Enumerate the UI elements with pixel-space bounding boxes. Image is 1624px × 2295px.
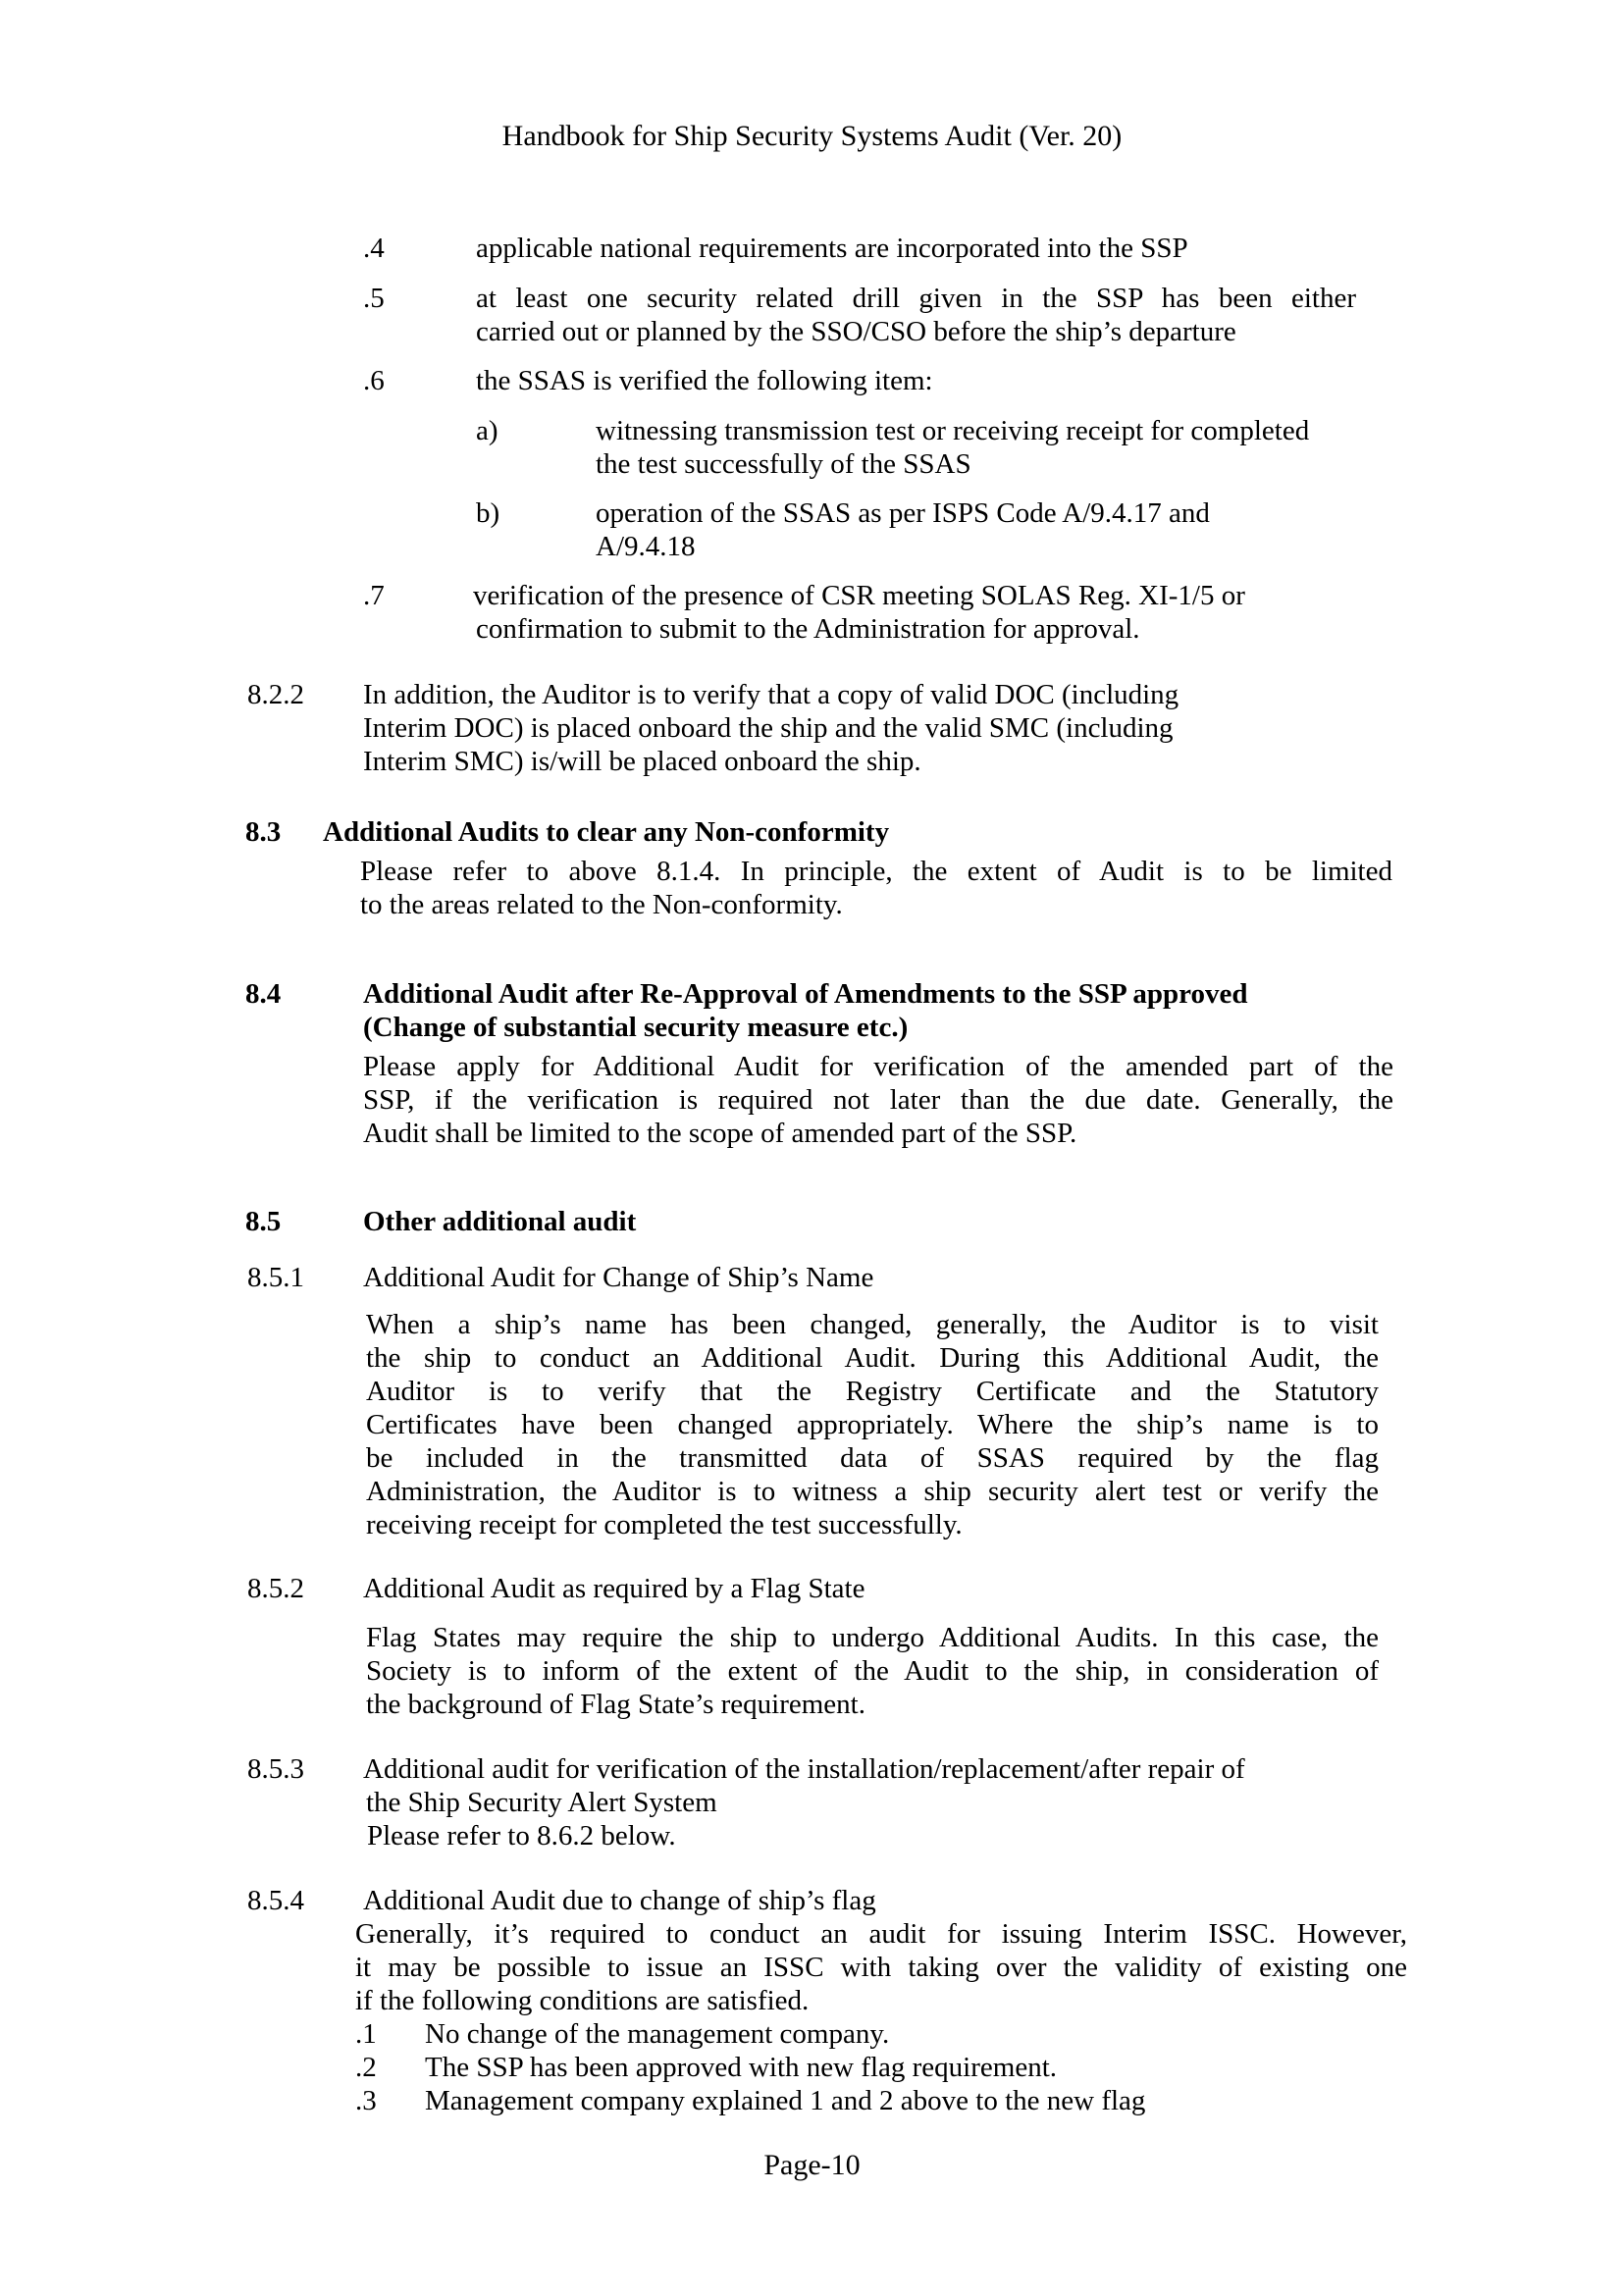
section-8-5-1-text xyxy=(366,1308,1379,1541)
item-text xyxy=(476,364,933,397)
section-number-8-5-1: 8.5.1 xyxy=(247,1262,304,1293)
item-number: .5 xyxy=(363,283,385,314)
paragraph-line: Interim SMC) is/will be placed onboard the ship. xyxy=(363,746,921,777)
section-8-5-1-title: Additional Audit for Change of Ship’s Name xyxy=(363,1262,874,1293)
section-number-8-5-2: 8.5.2 xyxy=(247,1573,304,1604)
section-number-8-3: 8.3 xyxy=(245,816,282,848)
paragraph-line: Generally, it’s required to conduct an audit for issuing Interim ISSC. However, xyxy=(355,1918,1407,1950)
section-8-5-4-title: Additional Audit due to change of ship’s flag xyxy=(363,1885,876,1916)
paragraph-line: Audit shall be limited to the scope of amended part of the SSP. xyxy=(363,1118,1077,1149)
subitem-line: the test successfully of the SSAS xyxy=(596,448,971,480)
paragraph-line: SSP, if the verification is required not later than the due date. Generally, the xyxy=(363,1084,1393,1116)
section-8-3-text xyxy=(360,855,1392,921)
item-text xyxy=(473,579,1245,646)
condition-number: .3 xyxy=(355,2085,377,2116)
item-line: applicable national requirements are incorporated into the SSP xyxy=(476,233,1188,264)
condition-text: The SSP has been approved with new flag requirement. xyxy=(425,2052,1058,2083)
paragraph-line: the ship to conduct an Additional Audit. During this Additional Audit, the xyxy=(366,1342,1379,1374)
paragraph-line: When a ship’s name has been changed, generally, the Auditor is to visit xyxy=(366,1309,1379,1340)
running-header: Handbook for Ship Security Systems Audit (Ver. 20) xyxy=(501,120,1123,152)
title-line: Additional audit for verification of the installation/replacement/after repair of xyxy=(363,1753,1245,1785)
section-8-5-title: Other additional audit xyxy=(363,1206,637,1237)
section-number-8-5-4: 8.5.4 xyxy=(247,1885,304,1916)
condition-number: .1 xyxy=(355,2018,377,2050)
section-number-8-4: 8.4 xyxy=(245,978,282,1010)
paragraph-line: be included in the transmitted data of SSAS required by the flag xyxy=(366,1442,1379,1474)
paragraph-line: Society is to inform of the extent of the Audit to the ship, in consideration of xyxy=(366,1655,1379,1687)
section-8-4-text xyxy=(363,1050,1393,1150)
paragraph-line: Certificates have been changed appropriately. Where the ship’s name is to xyxy=(366,1409,1379,1440)
item-number: .7 xyxy=(363,580,385,611)
paragraph-line: if the following conditions are satisfied. xyxy=(355,1985,810,2016)
section-number-8-5-3: 8.5.3 xyxy=(247,1753,304,1785)
section-8-4-title xyxy=(363,977,1248,1044)
paragraph-line: Auditor is to verify that the Registry Certificate and the Statutory xyxy=(366,1376,1379,1407)
section-8-3-title: Additional Audits to clear any Non-conformity xyxy=(323,816,890,848)
paragraph-line: receiving receipt for completed the test successfully. xyxy=(366,1509,963,1540)
item-text xyxy=(476,282,1356,348)
item-number: .4 xyxy=(363,233,385,264)
subitem-label: b) xyxy=(476,497,500,529)
section-8-5-2-title: Additional Audit as required by a Flag State xyxy=(363,1573,865,1604)
condition-number: .2 xyxy=(355,2052,377,2083)
title-line: (Change of substantial security measure etc.) xyxy=(363,1012,909,1043)
section-number-8-2-2: 8.2.2 xyxy=(247,679,304,710)
paragraph-line: Flag States may require the ship to undergo Additional Audits. In this case, the xyxy=(366,1622,1379,1653)
section-8-5-4-text xyxy=(355,1917,1407,2017)
item-line: at least one security related drill given in the SSP has been either xyxy=(476,283,1356,314)
section-8-2-2-text xyxy=(363,678,1179,778)
item-text xyxy=(476,232,1188,265)
paragraph-line: it may be possible to issue an ISSC with taking over the validity of existing one xyxy=(355,1952,1407,1983)
subitem-line: witnessing transmission test or receiving receipt for completed xyxy=(596,415,1310,446)
subitem-label: a) xyxy=(476,415,498,446)
title-line: the Ship Security Alert System xyxy=(366,1787,717,1818)
item-number: .6 xyxy=(363,365,385,396)
item-line: verification of the presence of CSR meeting SOLAS Reg. XI-1/5 or xyxy=(473,580,1245,611)
condition-text: Management company explained 1 and 2 above to the new flag xyxy=(425,2085,1146,2116)
page-number: Page-10 xyxy=(763,2149,861,2181)
paragraph-line: In addition, the Auditor is to verify that a copy of valid DOC (including xyxy=(363,679,1179,710)
title-line: Additional Audit after Re-Approval of Amendments to the SSP approved xyxy=(363,978,1248,1010)
subitem-text xyxy=(596,496,1210,563)
subitem-line: operation of the SSAS as per ISPS Code A/9.4.17 and xyxy=(596,497,1210,529)
item-line: the SSAS is verified the following item: xyxy=(476,365,933,396)
paragraph-line: Please apply for Additional Audit for verification of the amended part of the xyxy=(363,1051,1393,1082)
subitem-text xyxy=(596,414,1309,481)
condition-text: No change of the management company. xyxy=(425,2018,890,2050)
paragraph-line: Please refer to above 8.1.4. In principle, the extent of Audit is to be limited xyxy=(360,856,1392,887)
item-line: confirmation to submit to the Administration for approval. xyxy=(476,613,1140,645)
paragraph-line: Administration, the Auditor is to witness a ship security alert test or verify the xyxy=(366,1476,1379,1507)
item-line: carried out or planned by the SSO/CSO before the ship’s departure xyxy=(476,316,1236,347)
paragraph-line: to the areas related to the Non-conformity. xyxy=(360,889,843,920)
subitem-line: A/9.4.18 xyxy=(596,531,696,562)
paragraph-line: Please refer to 8.6.2 below. xyxy=(367,1820,676,1852)
section-number-8-5: 8.5 xyxy=(245,1206,282,1237)
section-8-5-2-text xyxy=(366,1621,1379,1721)
paragraph-line: the background of Flag State’s requirement. xyxy=(366,1689,865,1720)
section-8-5-3-title xyxy=(363,1752,1245,1852)
paragraph-line: Interim DOC) is placed onboard the ship and the valid SMC (including xyxy=(363,712,1174,744)
